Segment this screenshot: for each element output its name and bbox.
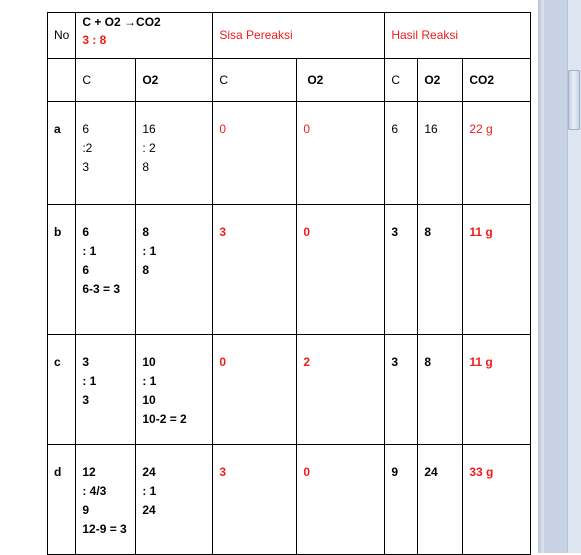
row-label: d xyxy=(48,445,76,555)
calc-line: 10 xyxy=(142,393,156,407)
sisa-header: Sisa Pereaksi xyxy=(213,13,385,59)
table-row xyxy=(48,335,531,445)
calc-line: 6 xyxy=(82,122,90,136)
c-calc-cell xyxy=(76,445,136,555)
hasil-co2-cell: 22 g xyxy=(463,102,531,205)
calc-line: : 1 xyxy=(142,374,157,388)
sisa-c-cell: 3 xyxy=(213,445,297,555)
calc-line: 24 xyxy=(142,465,156,479)
o2-calc-cell xyxy=(136,335,213,445)
calc-line: 6 xyxy=(82,263,90,277)
hasil-o2-cell: 8 xyxy=(418,335,463,445)
hasil-o2-cell: 8 xyxy=(418,205,463,335)
hasil-o2-cell: 16 xyxy=(418,102,463,205)
equation-text: C + O2 →CO2 xyxy=(82,15,161,29)
o2-calc-cell xyxy=(136,205,213,335)
calc-line: : 4/3 xyxy=(82,484,107,498)
subheader-empty xyxy=(48,59,76,102)
calc-line: 10-2 = 2 xyxy=(142,412,187,426)
hasil-c-cell: 3 xyxy=(385,205,418,335)
no-header xyxy=(48,13,76,59)
subheader-hasil-c: C xyxy=(385,59,418,102)
hasil-co2-cell: 33 g xyxy=(463,445,531,555)
c-calc-cell xyxy=(76,102,136,205)
subheader-sisa-o2: O2 xyxy=(297,59,385,102)
calc-line: 16 xyxy=(142,122,156,136)
calc-line: 3 xyxy=(82,160,90,174)
subheader-row xyxy=(48,59,531,102)
calc-line: 8 xyxy=(142,160,150,174)
subheader-hasil-co2: CO2 xyxy=(463,59,531,102)
o2-calc-cell xyxy=(136,102,213,205)
sisa-o2-cell: 0 xyxy=(297,205,385,335)
c-calc-cell xyxy=(76,335,136,445)
header-row xyxy=(48,13,531,59)
calc-line: : 1 xyxy=(142,484,157,498)
calc-line: 3 xyxy=(82,355,90,369)
calc-line: :2 xyxy=(82,141,93,155)
equation-header xyxy=(76,13,213,59)
o2-calc-cell xyxy=(136,445,213,555)
calc-line: 9 xyxy=(82,503,90,517)
subheader-o2: O2 xyxy=(136,59,213,102)
calc-line: 12 xyxy=(82,465,96,479)
hasil-c-cell: 9 xyxy=(385,445,418,555)
table-row xyxy=(48,102,531,205)
calc-line: : 1 xyxy=(82,244,97,258)
scrollbar-thumb[interactable] xyxy=(568,70,580,130)
table-row xyxy=(48,445,531,555)
hasil-co2-cell: 11 g xyxy=(463,335,531,445)
ratio-text: 3 : 8 xyxy=(82,33,107,47)
table-row xyxy=(48,205,531,335)
calc-line: : 2 xyxy=(142,141,156,155)
row-label: c xyxy=(48,335,76,445)
calc-line: 6-3 = 3 xyxy=(82,282,121,296)
calc-line: 6 xyxy=(82,225,90,239)
calc-line: 10 xyxy=(142,355,156,369)
calc-line: 24 xyxy=(142,503,156,517)
row-label: a xyxy=(48,102,76,205)
sisa-o2-cell: 0 xyxy=(297,102,385,205)
sisa-c-cell: 3 xyxy=(213,205,297,335)
calc-line: 8 xyxy=(142,263,150,277)
subheader-hasil-o2: O2 xyxy=(418,59,463,102)
subheader-c: C xyxy=(76,59,136,102)
hasil-o2-cell: 24 xyxy=(418,445,463,555)
calc-line: : 1 xyxy=(142,244,157,258)
reaction-table xyxy=(47,12,531,555)
hasil-co2-cell: 11 g xyxy=(463,205,531,335)
c-calc-cell xyxy=(76,205,136,335)
calc-line: 12-9 = 3 xyxy=(82,522,127,536)
calc-line: : 1 xyxy=(82,374,97,388)
calc-line: 3 xyxy=(82,393,90,407)
row-label: b xyxy=(48,205,76,335)
hasil-header: Hasil Reaksi xyxy=(385,13,531,59)
sisa-o2-cell: 2 xyxy=(297,335,385,445)
sisa-o2-cell: 0 xyxy=(297,445,385,555)
hasil-c-cell: 3 xyxy=(385,335,418,445)
subheader-sisa-c: C xyxy=(213,59,297,102)
sisa-c-cell: 0 xyxy=(213,335,297,445)
hasil-c-cell: 6 xyxy=(385,102,418,205)
calc-line: 8 xyxy=(142,225,150,239)
sisa-c-cell: 0 xyxy=(213,102,297,205)
no-label: No xyxy=(54,28,70,42)
